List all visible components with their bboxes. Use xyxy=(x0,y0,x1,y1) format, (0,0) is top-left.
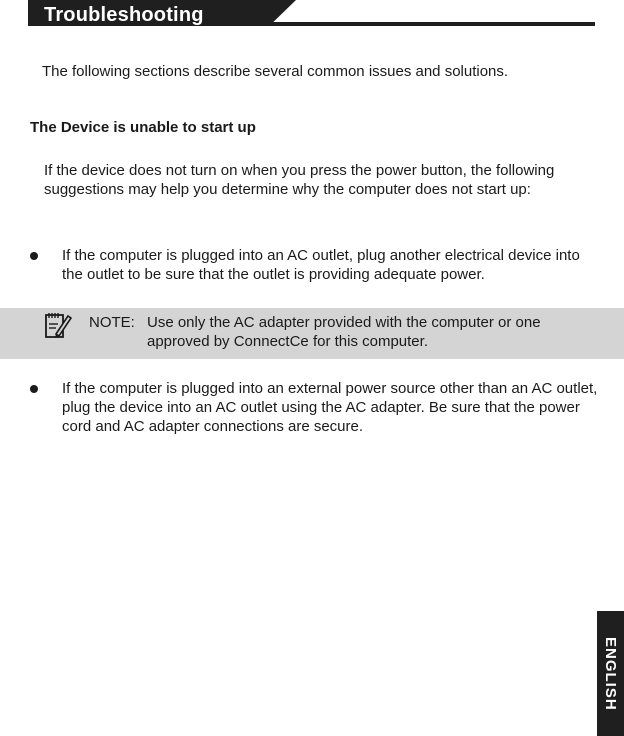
note-pencil-icon xyxy=(44,310,72,340)
intro-text: The following sections describe several common issues and solutions. xyxy=(42,63,509,80)
section-heading: The Device is unable to start up xyxy=(30,119,256,136)
page-title: Troubleshooting xyxy=(44,4,204,26)
language-tab-label: ENGLISH xyxy=(602,636,619,711)
bullet-item xyxy=(30,246,600,284)
bullet-dot xyxy=(30,385,38,393)
note-label: NOTE: xyxy=(89,314,135,331)
bullet-dot xyxy=(30,252,38,260)
bullet-item xyxy=(30,379,600,436)
section-paragraph: If the device does not turn on when you press the power button, the following suggestions may help you determine why the computer does not start up: xyxy=(44,162,555,198)
note-text: Use only the AC adapter provided with the computer or one approved by ConnectCe for this computer. xyxy=(147,314,541,350)
bullet-text: If the computer is plugged into an external power source other than an AC outlet, plug the device into an AC outlet using the AC adapter. Be sure that the power cord and AC adapter connections are secure. xyxy=(62,380,598,435)
bullet-text: If the computer is plugged into an AC outlet, plug another electrical device into the outlet to be sure that the outlet is providing adequate power. xyxy=(62,247,580,283)
